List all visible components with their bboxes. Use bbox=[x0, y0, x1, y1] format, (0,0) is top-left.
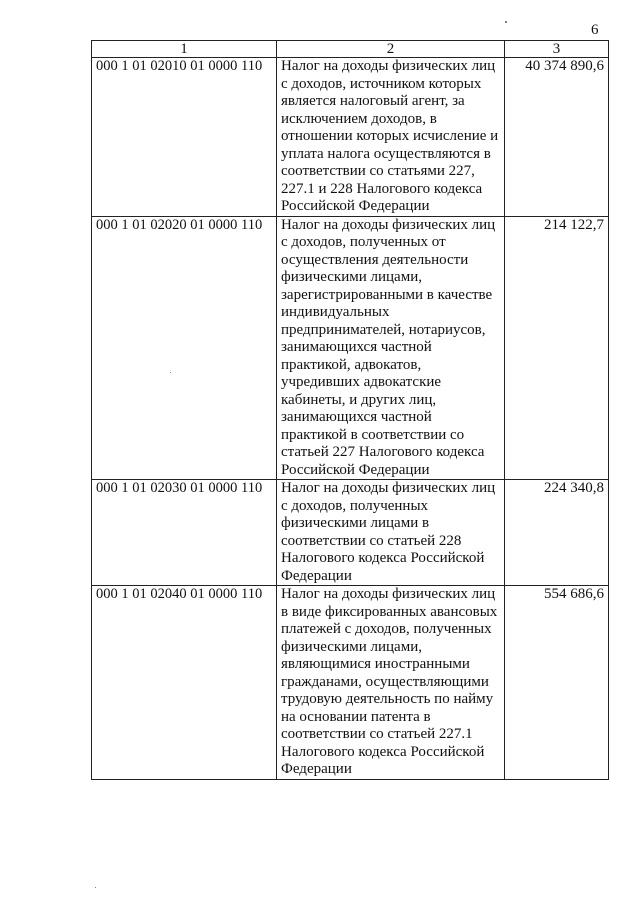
revenue-table bbox=[91, 40, 609, 780]
description-cell: Налог на доходы физических лиц с доходов, полученных от осуществления деятельности физическими лицами, зарегистрированными в качестве индивидуальных предпринимателей, нотариусов, занимающихся частной практикой, адвокатов, учредивших адвокатские кабинеты, и других лиц, занимающихся частной практикой в соответствии со статьей 227 Налогового кодекса Российской Федерации bbox=[277, 216, 505, 480]
description-cell: Налог на доходы физических лиц с доходов, источником которых является налоговый агент, за исключением доходов, в отношении которых исчисление и уплата налога осуществляются в соответствии со статьями 227, 227.1 и 228 Налогового кодекса Российской Федерации bbox=[277, 58, 505, 217]
scan-speck bbox=[170, 372, 171, 373]
budget-code-cell: 000 1 01 02020 01 0000 110 bbox=[92, 216, 277, 480]
table-row bbox=[92, 58, 609, 217]
budget-code-cell: 000 1 01 02010 01 0000 110 bbox=[92, 58, 277, 217]
scan-speck bbox=[95, 887, 96, 888]
column-header-1: 1 bbox=[92, 41, 277, 58]
table-row bbox=[92, 216, 609, 480]
budget-code-cell: 000 1 01 02040 01 0000 110 bbox=[92, 586, 277, 780]
amount-cell: 554 686,6 bbox=[505, 586, 609, 780]
table-row bbox=[92, 480, 609, 586]
description-cell: Налог на доходы физических лиц с доходов, полученных физическими лицами в соответствии со статьей 228 Налогового кодекса Российской Федерации bbox=[277, 480, 505, 586]
table-row bbox=[92, 586, 609, 780]
amount-cell: 224 340,8 bbox=[505, 480, 609, 586]
header-row bbox=[92, 41, 609, 58]
description-cell: Налог на доходы физических лиц в виде фиксированных авансовых платежей с доходов, полученных физическими лицами, являющимися иностранными гражданами, осуществляющими трудовую деятельность по найму на основании патента в соответствии со статьей 227.1 Налогового кодекса Российской Федерации bbox=[277, 586, 505, 780]
page-number: 6 bbox=[591, 22, 599, 38]
scan-speck bbox=[505, 21, 507, 23]
amount-cell: 214 122,7 bbox=[505, 216, 609, 480]
amount-cell: 40 374 890,6 bbox=[505, 58, 609, 217]
column-header-2: 2 bbox=[277, 41, 505, 58]
column-header-3: 3 bbox=[505, 41, 609, 58]
budget-code-cell: 000 1 01 02030 01 0000 110 bbox=[92, 480, 277, 586]
